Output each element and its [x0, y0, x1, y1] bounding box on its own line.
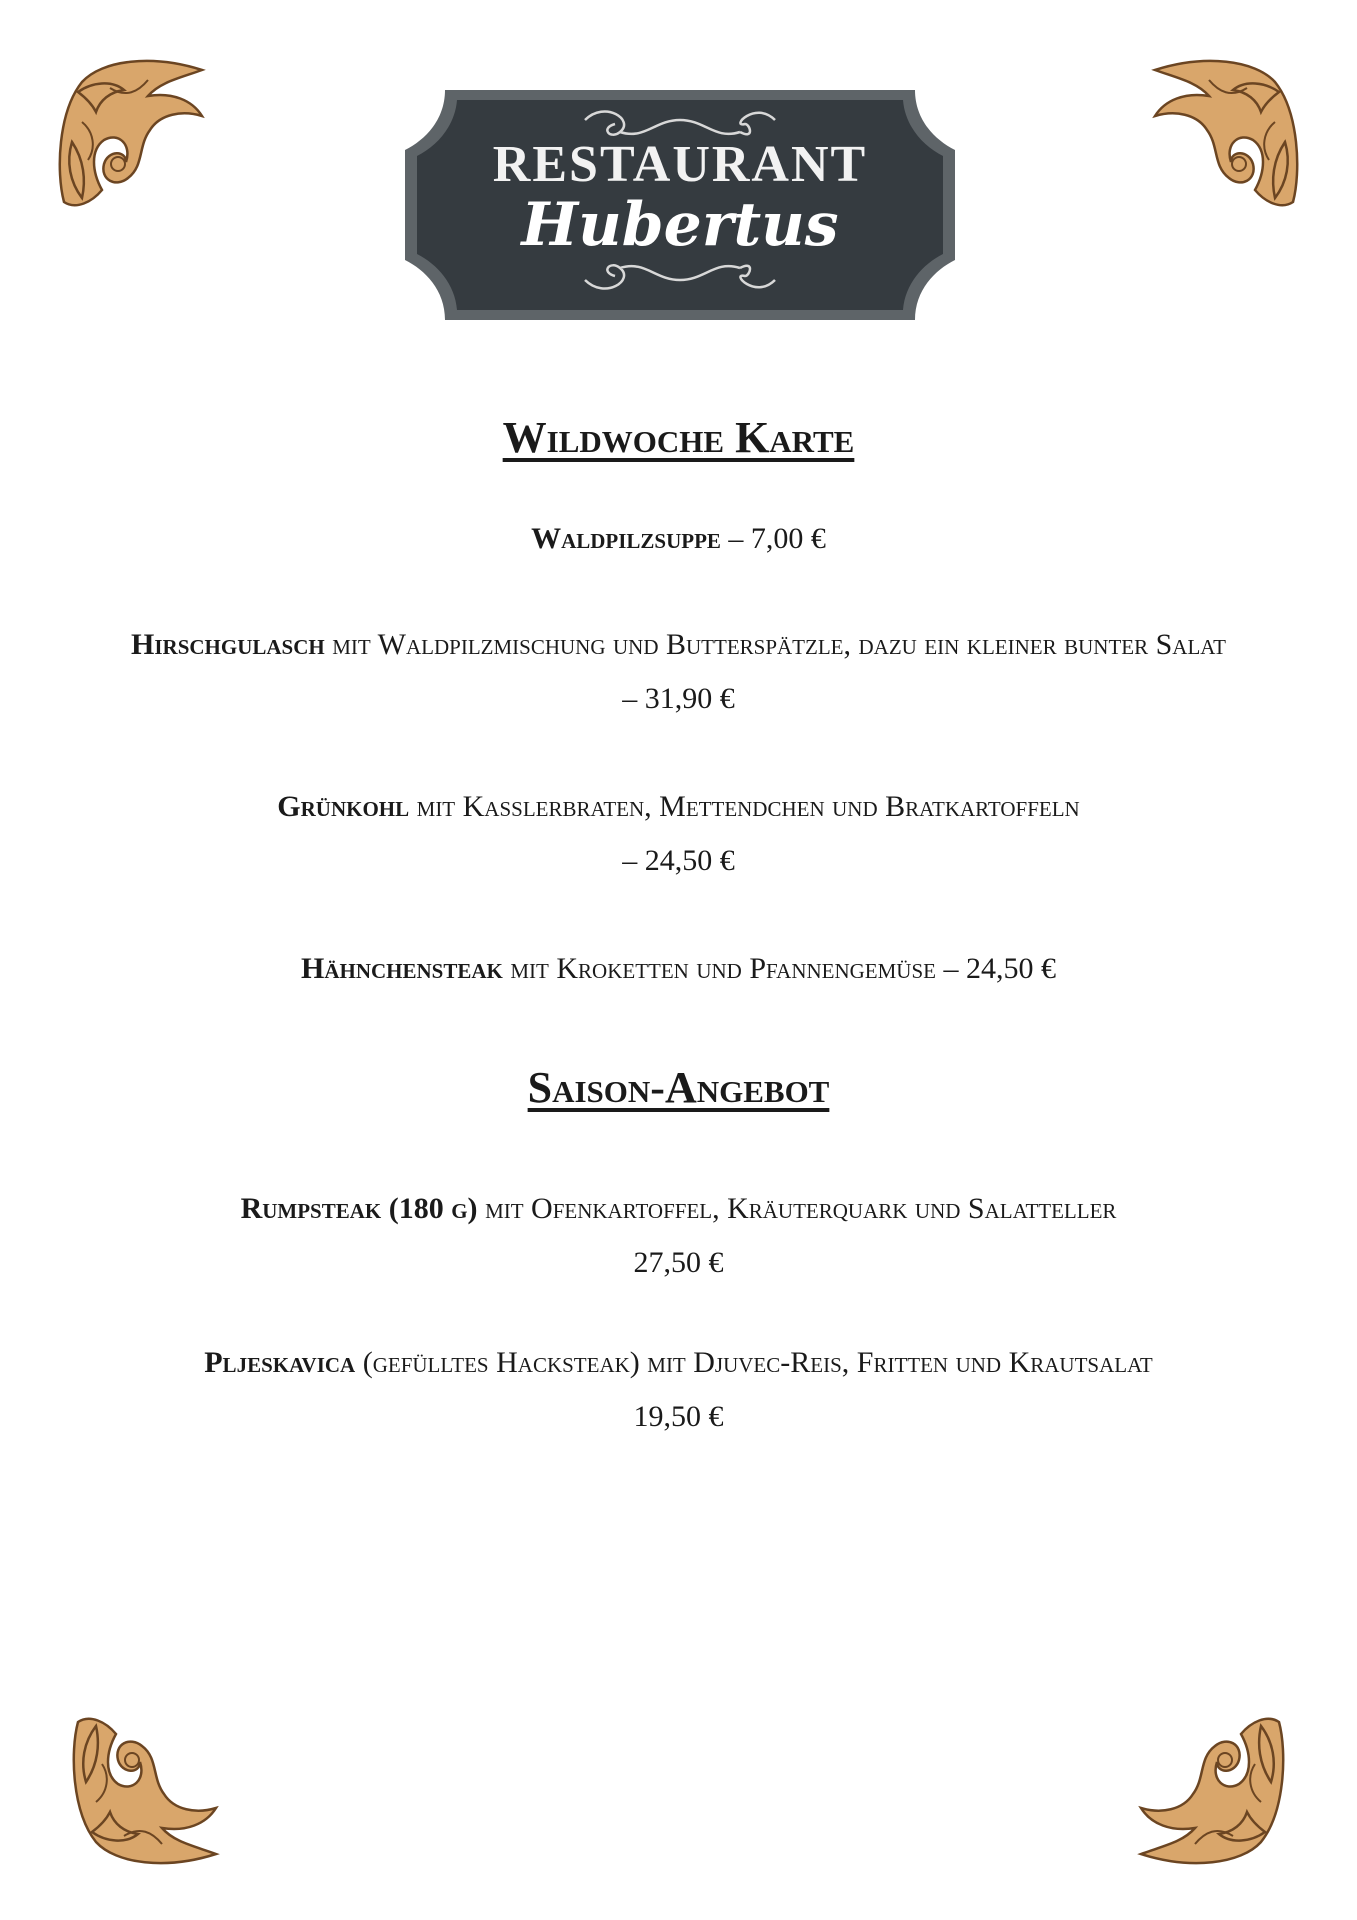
menu-item: [119, 1182, 1239, 1290]
menu-content: [0, 410, 1357, 1444]
restaurant-logo: [405, 80, 955, 330]
menu-item-name: Hähnchensteak: [301, 952, 503, 985]
baroque-scroll-icon: [1126, 1702, 1291, 1872]
corner-ornament-bottom-left: [66, 1702, 231, 1872]
baroque-scroll-icon: [66, 1702, 231, 1872]
corner-ornament-top-right: [1140, 52, 1305, 222]
menu-item-description: mit Waldpilzmischung und Butterspätzle, dazu ein kleiner bunter Salat – 31,90 €: [324, 628, 1226, 715]
menu-item-description: mit Kasslerbraten, Mettendchen und Bratkartoffeln – 24,50 €: [409, 790, 1080, 877]
menu-item-description: – 7,00 €: [720, 522, 826, 555]
menu-item-name: Rumpsteak (180 g): [240, 1192, 478, 1225]
menu-item-price: 19,50 €: [633, 1400, 724, 1433]
menu-item-description: mit Ofenkartoffel, Kräuterquark und Salatteller: [477, 1192, 1117, 1225]
menu-item: [104, 512, 1254, 566]
logo-text-hubertus: Hubertus: [521, 190, 839, 260]
section-heading-saison: Saison-Angebot: [527, 1063, 830, 1112]
baroque-scroll-icon: [52, 52, 217, 222]
menu-item-name: Grünkohl: [277, 790, 410, 823]
section-heading-wildwoche: Wildwoche Karte: [502, 413, 855, 462]
menu-item-name: Hirschgulasch: [131, 628, 325, 661]
menu-item-name: Pljeskavica: [204, 1346, 356, 1379]
menu-item-price: 27,50 €: [633, 1246, 724, 1279]
menu-item-description: (gefülltes Hacksteak) mit Djuvec-Reis, Fritten und Krautsalat: [355, 1346, 1153, 1379]
menu-item: [269, 780, 1089, 888]
corner-ornament-top-left: [52, 52, 217, 222]
baroque-scroll-icon: [1140, 52, 1305, 222]
corner-ornament-bottom-right: [1126, 1702, 1291, 1872]
menu-item-description: mit Kroketten und Pfannengemüse – 24,50 €: [502, 952, 1056, 985]
menu-item: [129, 618, 1229, 726]
menu-item: [169, 1336, 1189, 1444]
menu-item-name: Waldpilzsuppe: [531, 522, 721, 555]
logo-text-restaurant: RESTAURANT: [492, 136, 868, 193]
menu-item: [104, 942, 1254, 996]
